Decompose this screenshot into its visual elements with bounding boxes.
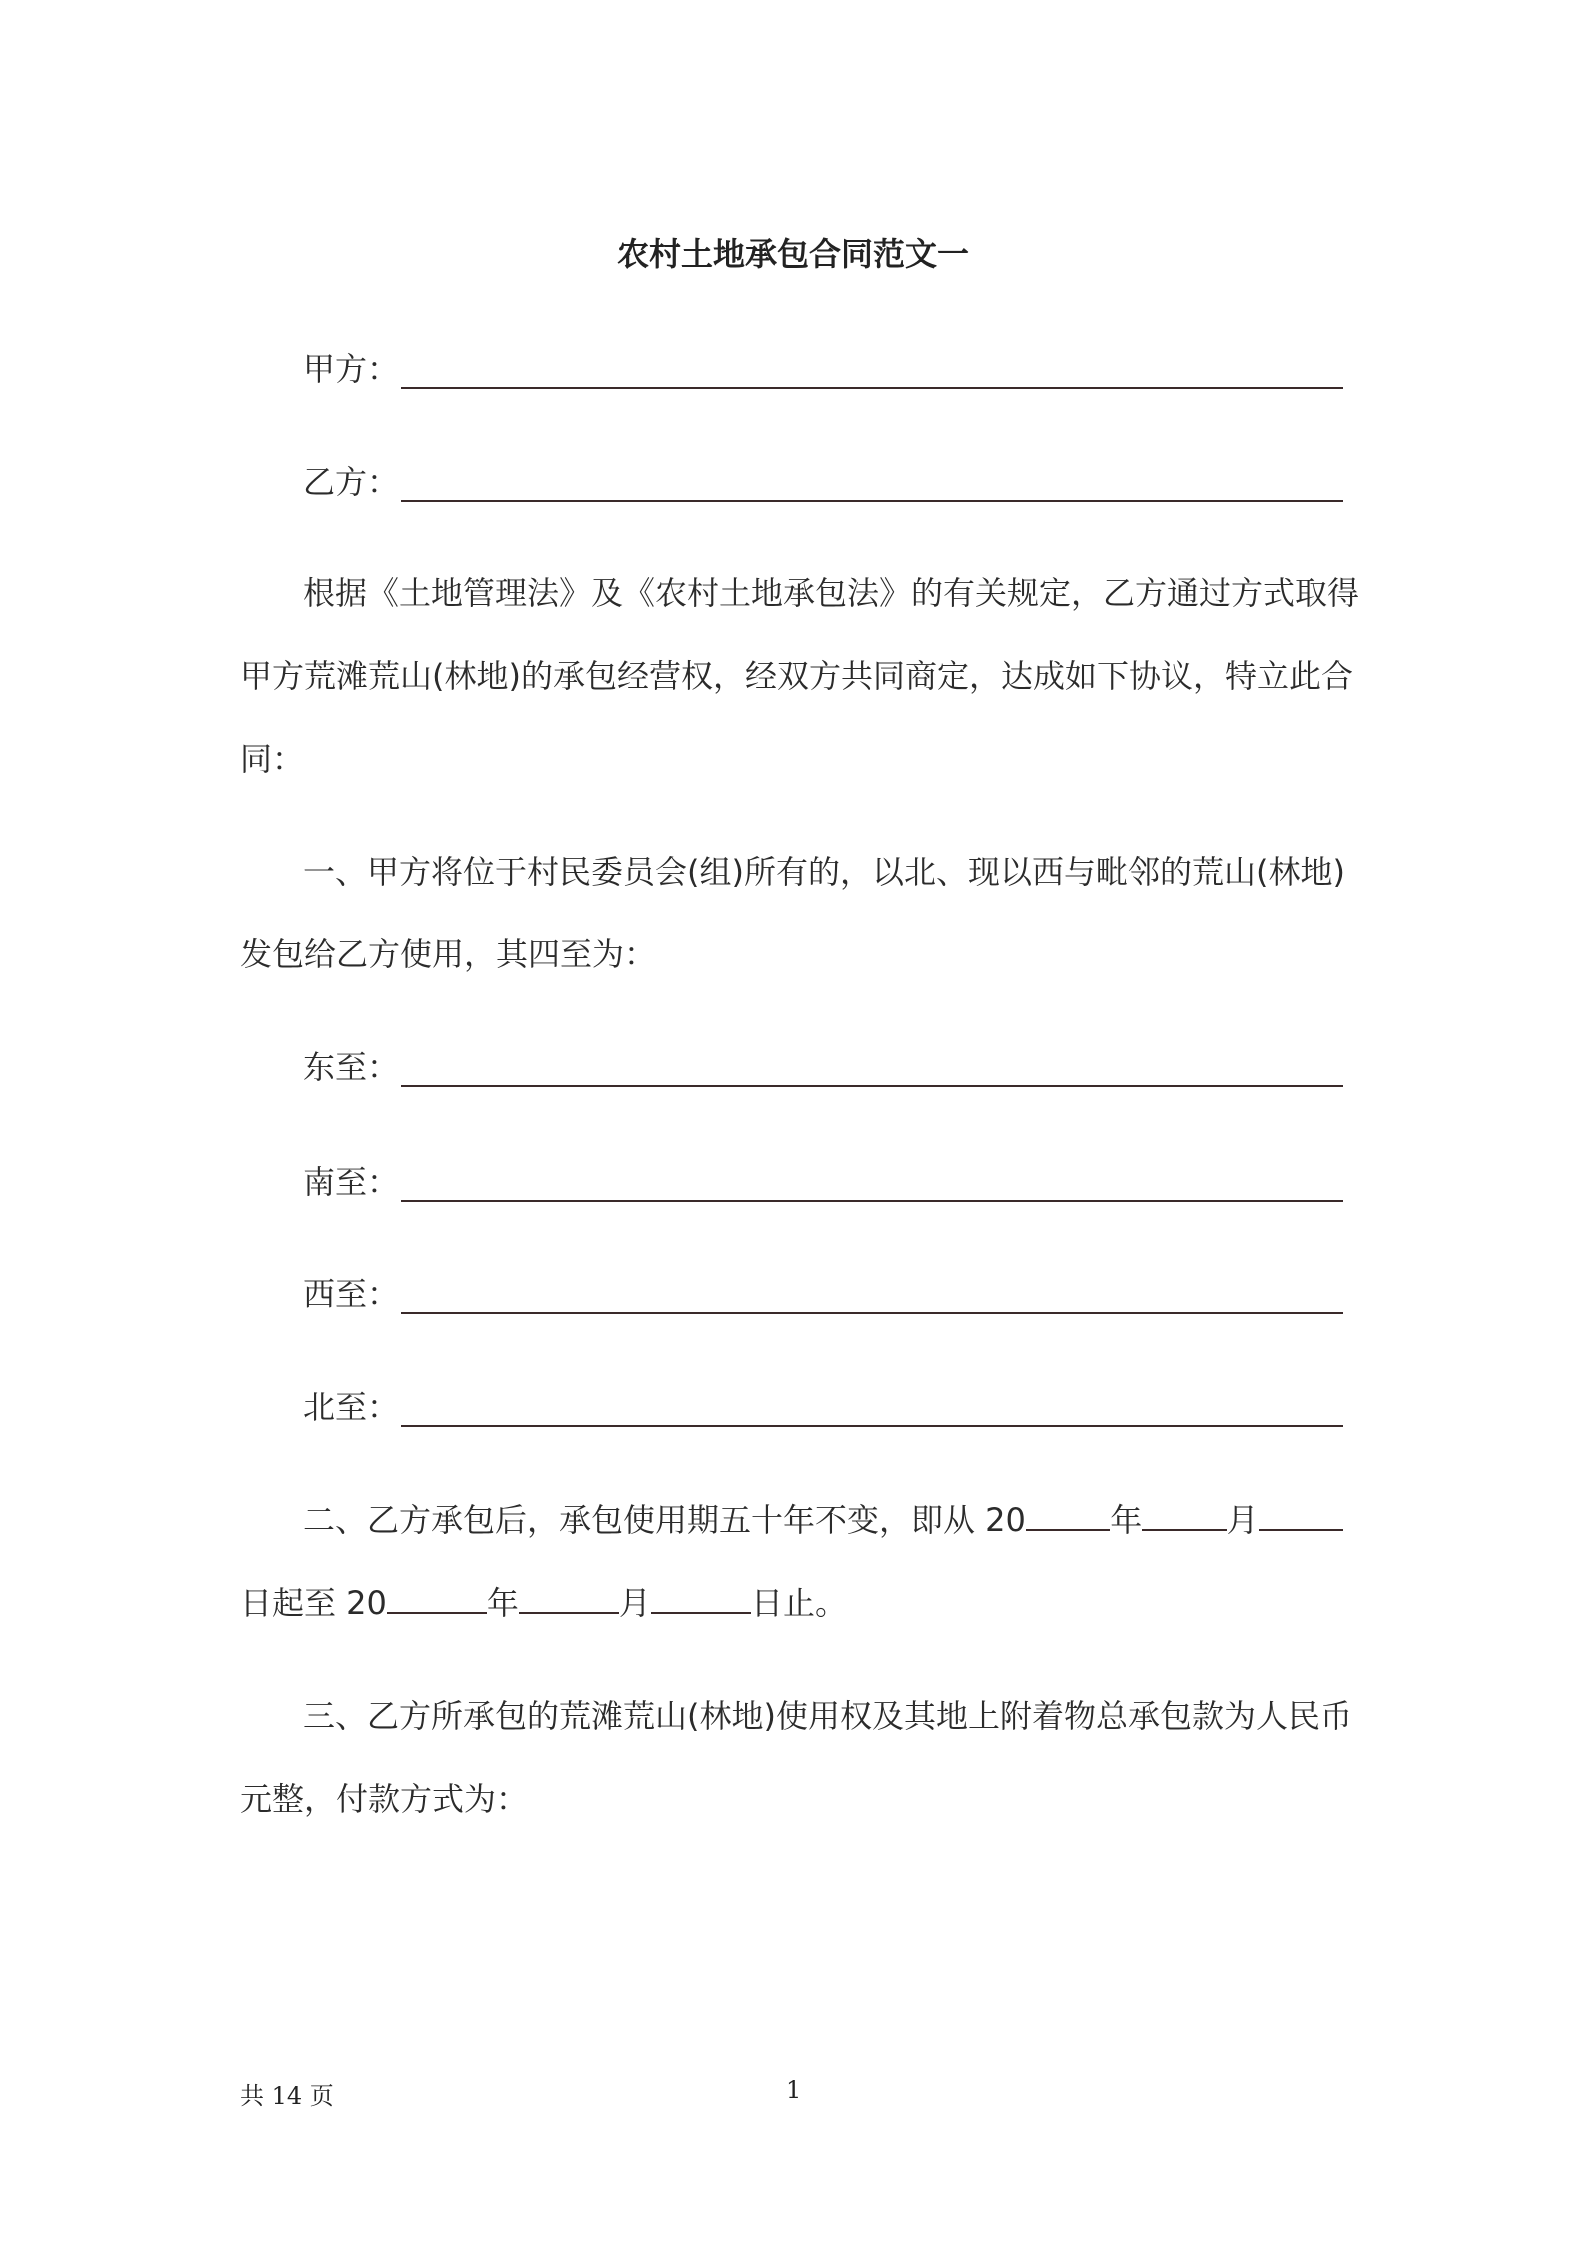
north-blank (401, 1395, 1343, 1427)
end-month-blank (519, 1584, 619, 1614)
month-label: 月 (1226, 1501, 1259, 1539)
north-boundary-field (303, 1387, 1343, 1427)
north-label: 北至： (303, 1388, 400, 1426)
intro-line: 同： (240, 740, 305, 778)
clause1-line: 一、甲方将位于村民委员会(组)所有的，以北、现以西与毗邻的荒山(林地) (303, 853, 1345, 891)
total-pages: 共 14 页 (240, 2082, 334, 2110)
east-label: 东至： (303, 1048, 400, 1086)
clause2-text: 二、乙方承包后，承包使用期五十年不变，即从 20 (303, 1501, 1026, 1539)
clause1-line: 发包给乙方使用，其四至为： (240, 935, 657, 973)
clause2-prefix: 日起至 20 (240, 1584, 387, 1622)
clause3-line: 三、乙方所承包的荒滩荒山(林地)使用权及其地上附着物总承包款为人民币 (303, 1697, 1352, 1735)
start-year-blank (1026, 1501, 1110, 1531)
year-label: 年 (486, 1584, 519, 1622)
party-a-label: 甲方： (303, 350, 400, 388)
party-a-blank (401, 357, 1343, 389)
west-boundary-field (303, 1274, 1343, 1314)
party-b-blank (401, 470, 1343, 502)
clause3-line: 元整，付款方式为： (240, 1780, 529, 1818)
south-label: 南至： (303, 1163, 400, 1201)
clause2-suffix: 日止。 (750, 1584, 847, 1622)
end-year-blank (387, 1584, 487, 1614)
start-month-blank (1142, 1501, 1226, 1531)
south-boundary-field (303, 1162, 1343, 1202)
month-label: 月 (618, 1584, 651, 1622)
year-label: 年 (1110, 1501, 1143, 1539)
intro-line: 甲方荒滩荒山(林地)的承包经营权，经双方共同商定，达成如下协议，特立此合 (240, 657, 1353, 695)
east-boundary-field (303, 1047, 1343, 1087)
document-title: 农村土地承包合同范文一 (616, 235, 969, 273)
party-a-field (303, 349, 1343, 389)
east-blank (401, 1055, 1343, 1087)
party-b-label: 乙方： (303, 463, 400, 501)
clause2-line (240, 1583, 1343, 1623)
west-blank (401, 1282, 1343, 1314)
start-day-blank (1259, 1501, 1343, 1531)
party-b-field (303, 462, 1343, 502)
end-day-blank (651, 1584, 751, 1614)
intro-line: 根据《土地管理法》及《农村土地承包法》的有关规定，乙方通过方式取得 (303, 574, 1360, 612)
west-label: 西至： (303, 1275, 400, 1313)
south-blank (401, 1170, 1343, 1202)
clause2-line (303, 1500, 1343, 1540)
page-number: 1 (786, 2076, 802, 2104)
